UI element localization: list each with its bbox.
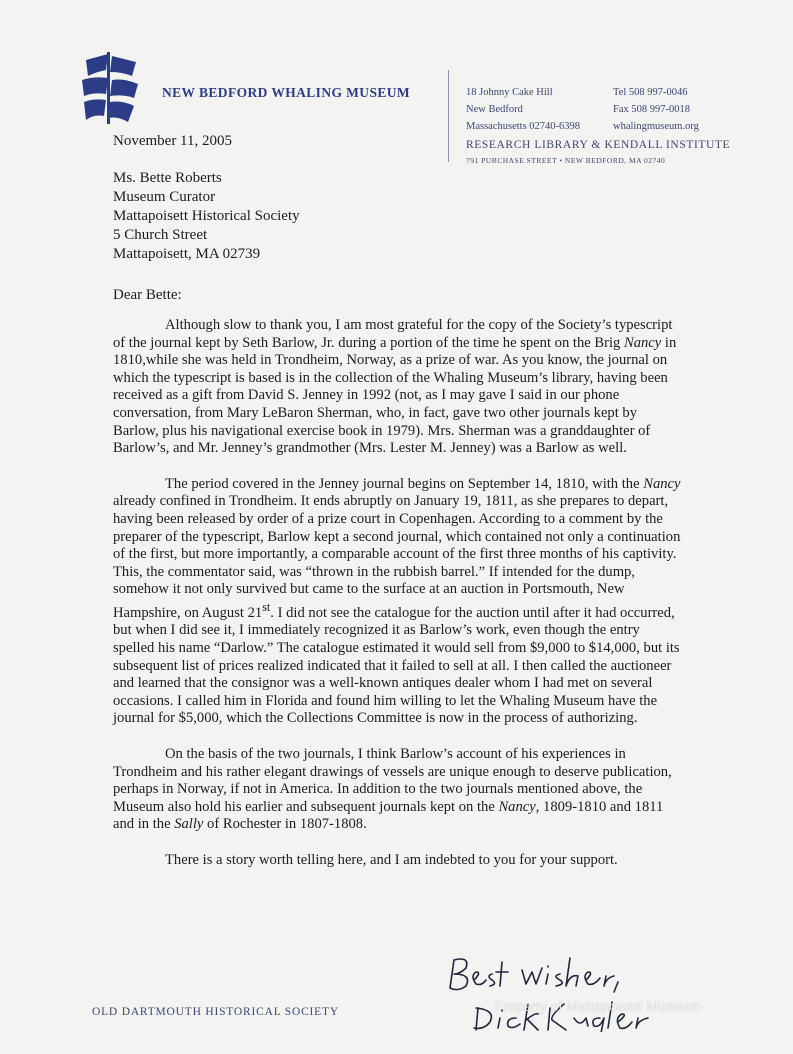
ordinal-suffix: st [262, 599, 271, 614]
handwritten-signature [440, 952, 670, 1032]
website: whalingmuseum.org [613, 121, 699, 132]
paragraph-3 [113, 746, 681, 834]
text-run: . I did not see the catalogue for the auction until after it had occurred, but when I did see it, I immediately recognized it as Barlow’s work, even though the entry spelled his name “Darlow.” The catalogue estimated it would sell from $9,000 to $14,000, but its subsequent list of prices realized indicated that it failed to sell at all. I then called the auctioneer and learned that the consignor was a well-known antiques dealer whom I had met on several occasions. I called him in Florida and found him willing to let the Whaling Museum have the journal for $5,000, which the Collections Committee is now in the process of authorizing. [113, 604, 680, 727]
address-line: Massachusetts 02740-6398 [466, 121, 581, 132]
ship-name: Nancy [498, 798, 536, 815]
recipient-line: Museum Curator [113, 189, 216, 205]
research-library-address: 791 PURCHASE STREET • NEW BEDFORD, MA 02740 [466, 156, 666, 165]
museum-contact [613, 84, 699, 135]
recipient-line: Mattapoisett Historical Society [113, 208, 300, 224]
letterhead-divider [448, 70, 449, 162]
recipient-line: Ms. Bette Roberts [113, 170, 222, 186]
fax-number: Fax 508 997-0018 [613, 104, 690, 115]
ship-name: Sally [174, 816, 204, 833]
recipient-address [113, 169, 300, 264]
museum-name: NEW BEDFORD WHALING MUSEUM [162, 85, 411, 100]
recipient-line: Mattapoisett, MA 02739 [113, 246, 261, 262]
letter-body [113, 317, 681, 887]
ship-sails-logo-icon [78, 50, 142, 130]
text-run: already confined in Trondheim. It ends abruptly on January 19, 1811, as she prepares to depart, having been released by order of a prize court in Copenhagen. According to a comment by the preparer of the typescript, Barlow kept a second journal, which contained not only a continuation of the first, but more importantly, a comparable account of the first three months of his captivity. This, the commentator said, was “thrown in the rubbish barrel.” If intended for the dump, somehow it not only survived but came to the surface at an auction in Portsmouth, New Hampshire, on August 21 [113, 493, 681, 621]
paragraph-1 [113, 317, 681, 458]
phone-number: Tel 508 997-0046 [613, 87, 688, 98]
paragraph-4: There is a story worth telling here, and I am indebted to you for your support. [165, 851, 618, 868]
paragraph-2 [113, 476, 681, 728]
address-line: 18 Johnny Cake Hill [466, 87, 553, 98]
text-run: Although slow to thank you, I am most grateful for the copy of the Society’s typescript of the journal kept by Seth Barlow, Jr. during a portion of the time he spent on the Brig [113, 317, 673, 351]
text-run: The period covered in the Jenney journal begins on September 14, 1810, with the [165, 475, 644, 492]
text-run: On the basis of the two journals, I think Barlow’s account of his experiences in Trondheim and his rather elegant drawings of vessels are unique enough to deserve publication, perhaps in Norway, if not in America. In addition to the two journals mentioned above, the Museum also hold his earlier and subsequent journals kept on the [113, 745, 672, 815]
letter-date: November 11, 2005 [113, 133, 233, 149]
text-run: , 1809-1810 and 1811 and in the [113, 798, 664, 833]
research-library-name: RESEARCH LIBRARY & KENDALL INSTITUTE [466, 139, 731, 151]
museum-address [466, 84, 580, 135]
ship-name: Nancy [623, 334, 662, 351]
text-run: in 1810,while she was held in Trondheim, Norway, as a prize of war. As you know, the journal on which the typescript is based is in the collection of the Whaling Museum’s library, having been received as a gift from David S. Jenney in 1992 (not, as I may gave I said in our phone conversation, from Mary LeBaron Sherman, who, in fact, gave two other journals kept by Barlow, plus his navigational exercise book in 1979). Mrs. Sherman was a granddaughter of Barlow’s, and Mr. Jenney’s grandmother (Mrs. Lester M. Jenney) was a Barlow as well. [113, 334, 677, 457]
watermark-text: Property of Mattapoisett Museum [494, 998, 701, 1014]
ship-name: Nancy [643, 475, 681, 492]
text-run: of Rochester in 1807-1808. [203, 816, 367, 833]
society-footer: OLD DARTMOUTH HISTORICAL SOCIETY [92, 1006, 339, 1018]
address-line: New Bedford [466, 104, 523, 115]
recipient-line: 5 Church Street [113, 227, 208, 243]
salutation: Dear Bette: [113, 287, 182, 303]
